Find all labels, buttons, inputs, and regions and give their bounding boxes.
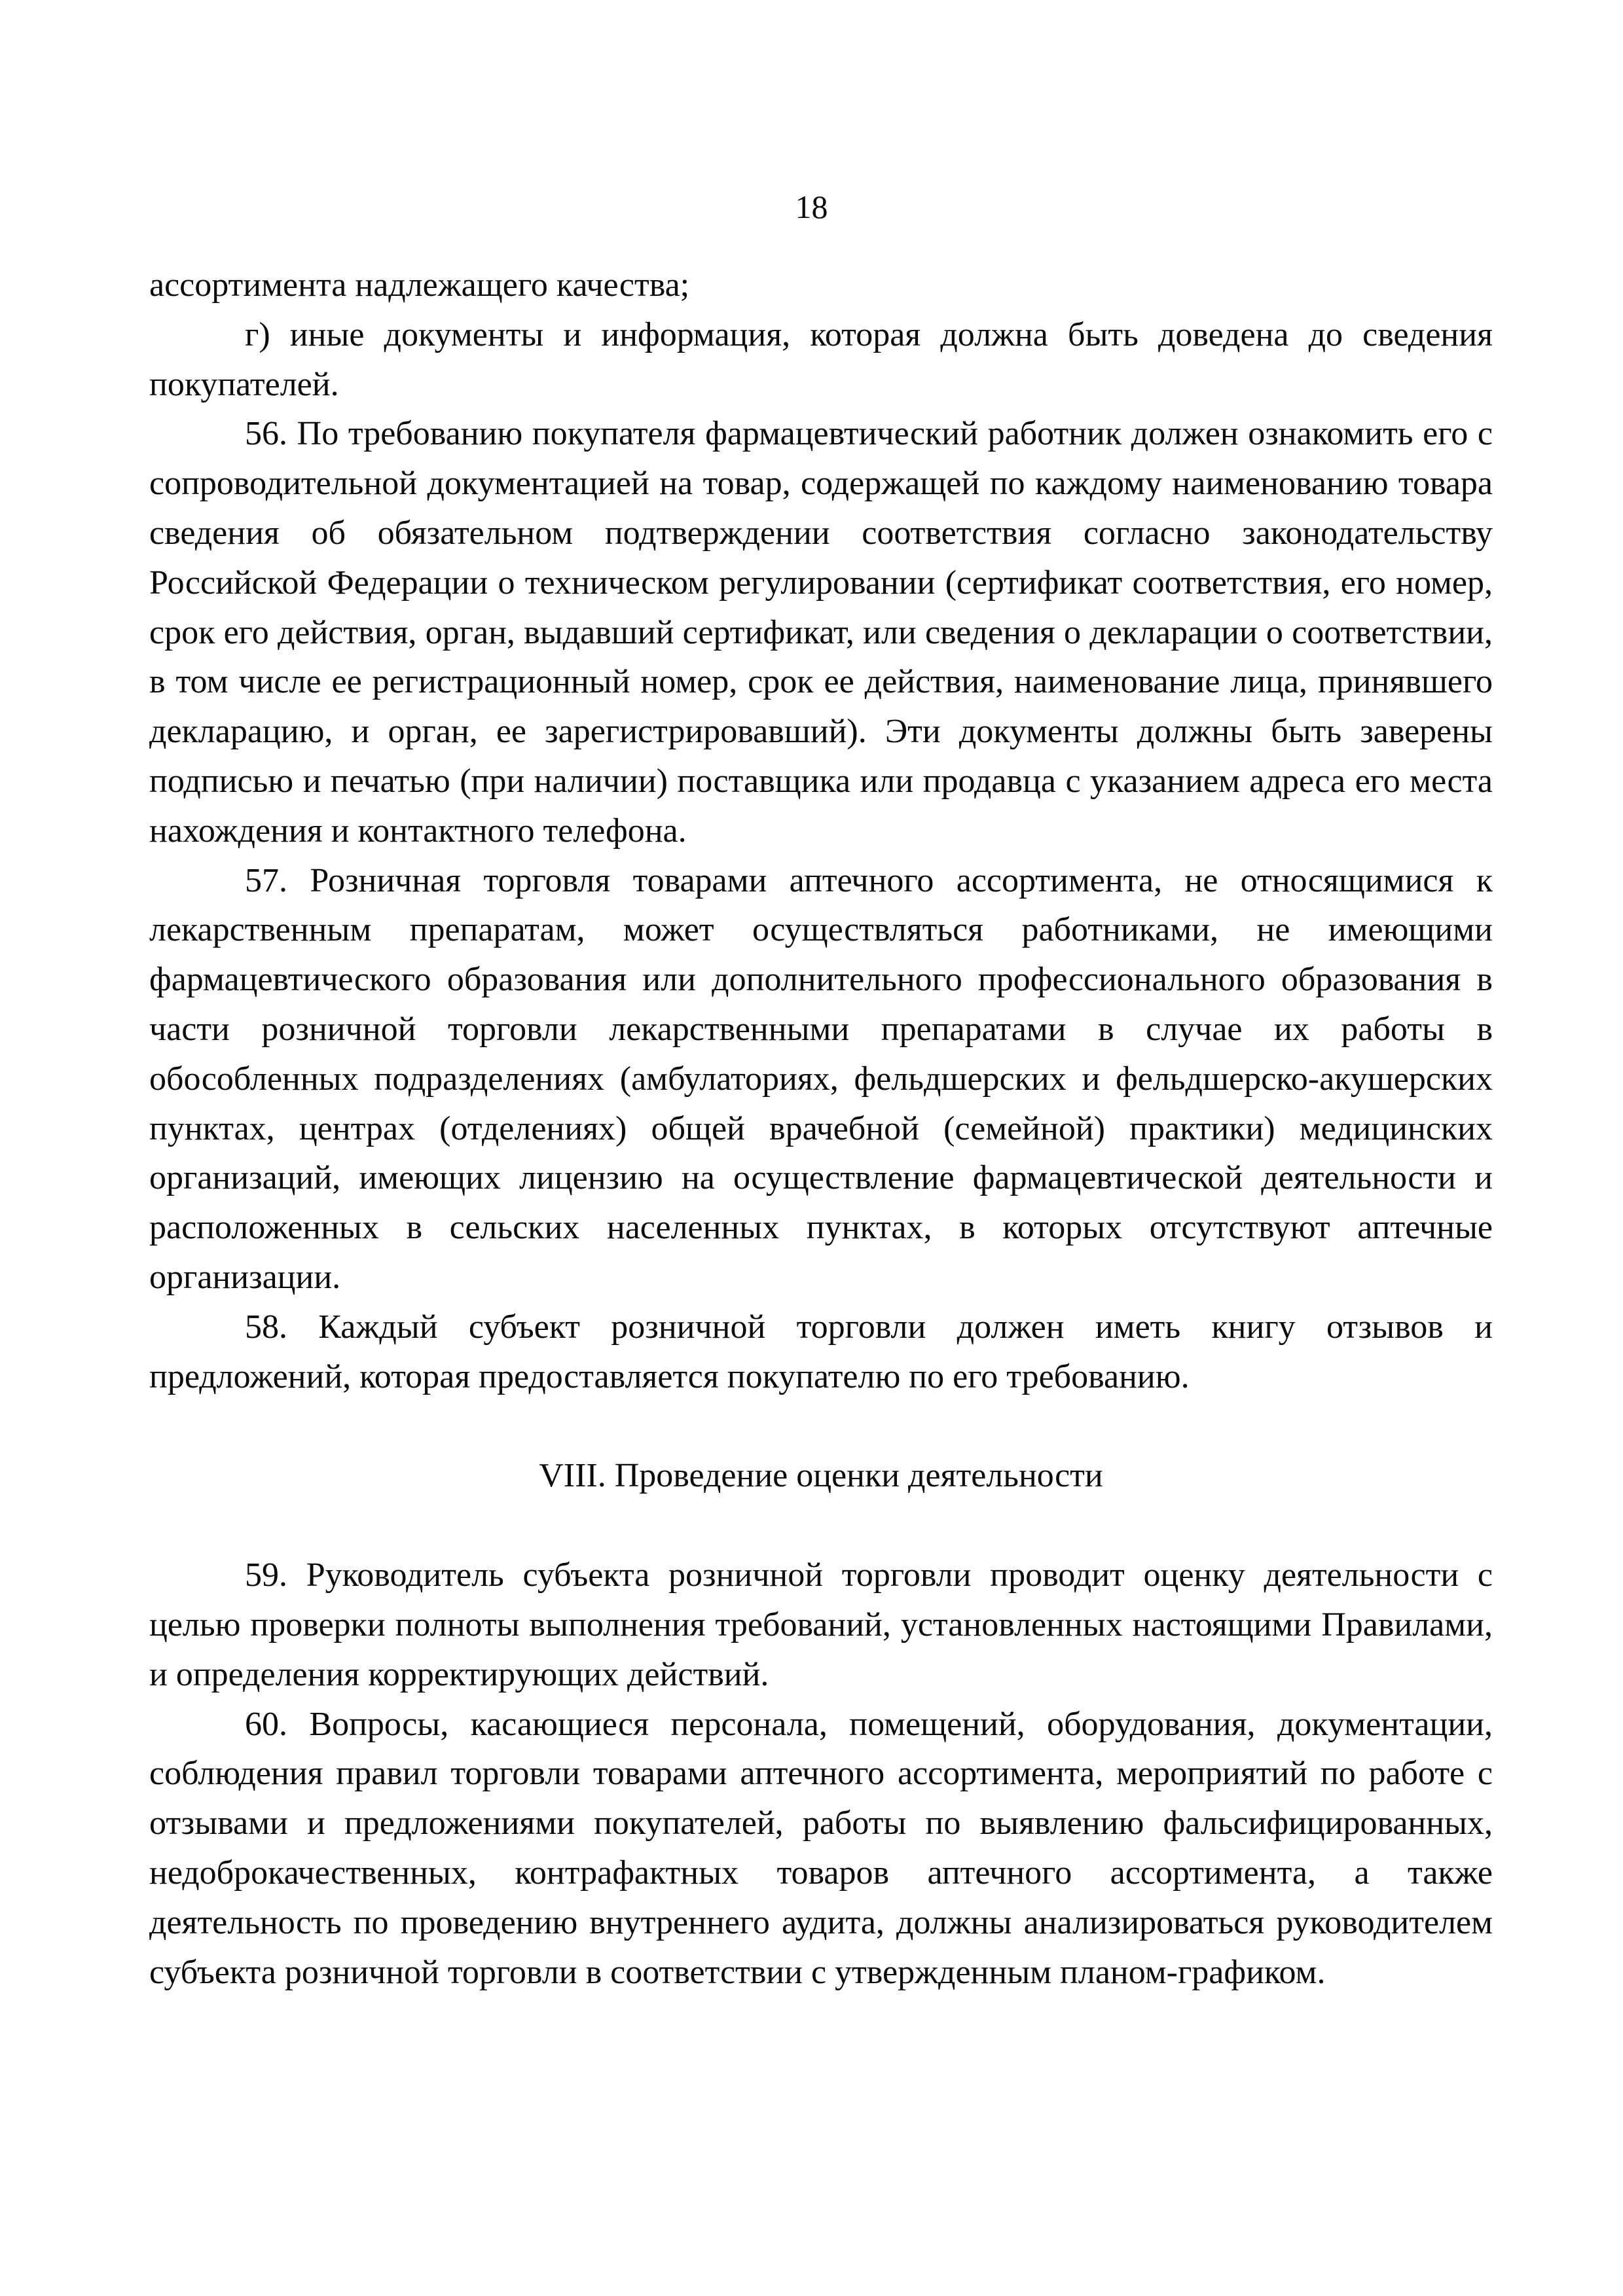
paragraph-60: 60. Вопросы, касающиеся персонала, помещений, оборудования, документации, соблюдения правил торговли товарами аптечного ассортимента, мероприятий по работе с отзывами и предложениями покупателей, работы по выявлению фальсифицированных, недоброкачественных, контрафактных товаров аптечного ассортимента, а также деятельность по проведению внутреннего аудита, должны анализироваться руководителем субъекта розничной торговли в соответствии с утвержденным планом-графиком. (149, 1705, 1493, 1991)
paragraph-continuation: ассортимента надлежащего качества; (149, 266, 690, 304)
document-body (149, 260, 1493, 1997)
paragraph-59: 59. Руководитель субъекта розничной торговли проводит оценку деятельности с целью проверки полноты выполнения требований, установленных настоящими Правилами, и определения корректирующих действий. (149, 1556, 1493, 1693)
paragraph-57: 57. Розничная торговля товарами аптечного ассортимента, не относящимися к лекарственным препаратам, может осуществляться работниками, не имеющими фармацевтического образования или дополнительного профессионального образования в части розничной торговли лекарственными препаратами в случае их работы в обособленных подразделениях (амбулаториях, фельдшерских и фельдшерско-акушерских пунктах, центрах (отделениях) общей врачебной (семейной) практики) медицинских организаций, имеющих лицензию на осуществление фармацевтической деятельности и расположенных в сельских населенных пунктах, в которых отсутствуют аптечные организации. (149, 861, 1493, 1296)
paragraph-item-g: г) иные документы и информация, которая должна быть доведена до сведения покупателей. (149, 315, 1493, 403)
paragraph-56: 56. По требованию покупателя фармацевтический работник должен ознакомить его с сопроводительной документацией на товар, содержащей по каждому наименованию товара сведения об обязательном подтверждении соответствия согласно законодательству Российской Федерации о техническом регулировании (сертификат соответствия, его номер, срок его действия, орган, выдавший сертификат, или сведения о декларации о соответствии, в том числе ее регистрационный номер, срок ее действия, наименование лица, принявшего декларацию, и орган, ее зарегистрировавший). Эти документы должны быть заверены подписью и печатью (при наличии) поставщика или продавца с указанием адреса его места нахождения и контактного телефона. (149, 415, 1493, 850)
section-heading: VIII. Проведение оценки деятельности (539, 1457, 1103, 1495)
page-number: 18 (795, 188, 828, 225)
paragraph-58: 58. Каждый субъект розничной торговли должен иметь книгу отзывов и предложений, которая предоставляется покупателю по его требованию. (149, 1308, 1493, 1395)
